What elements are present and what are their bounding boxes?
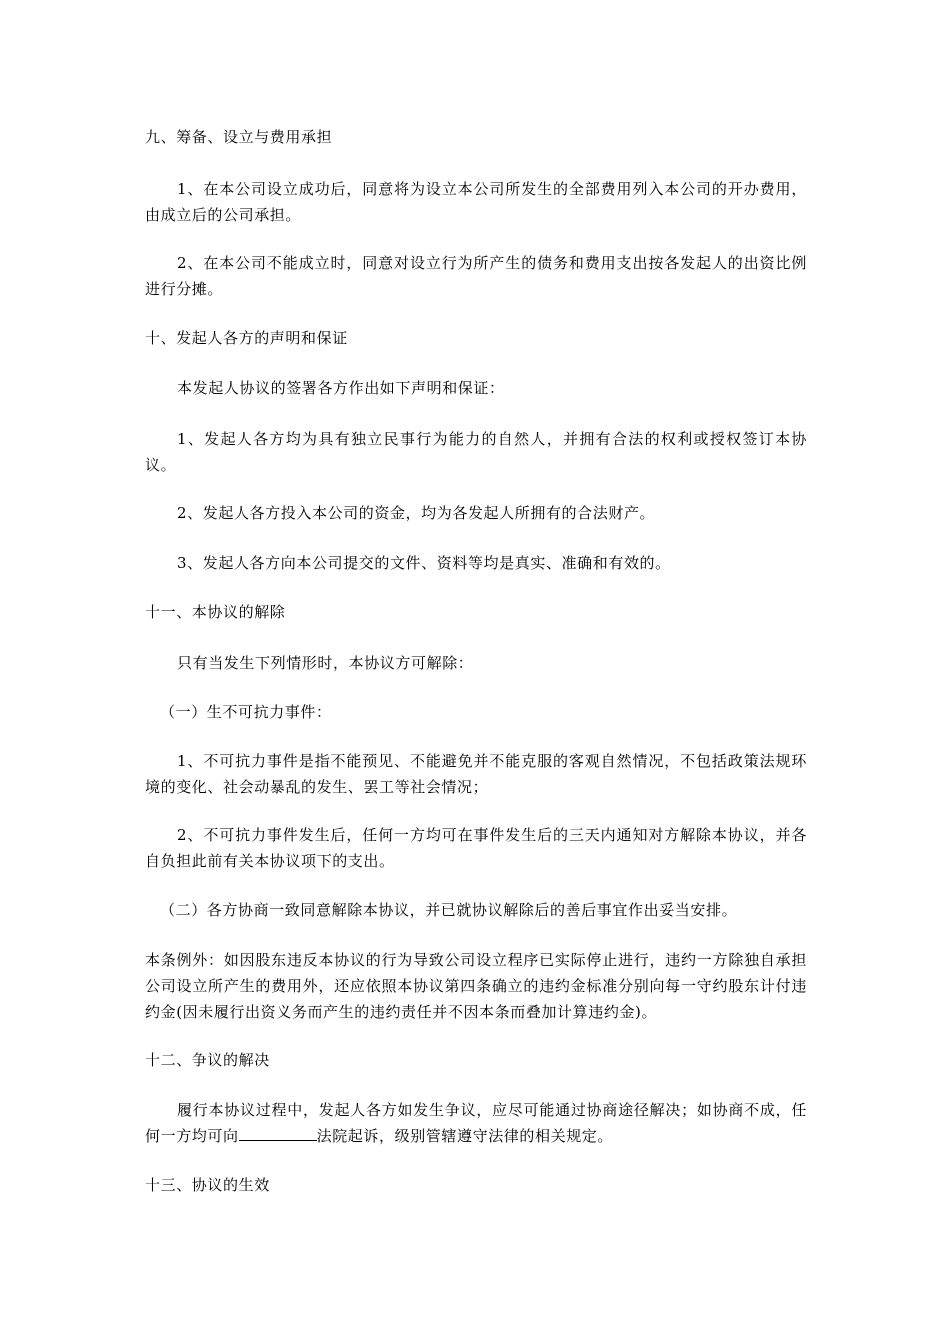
section-11-paragraph-1: 1、不可抗力事件是指不能预见、不能避免并不能克服的客观自然情况，不包括政策法规环境的变化、社会动暴乱的发生、罢工等社会情况；: [145, 752, 807, 796]
section-12-heading: 十二、争议的解决: [145, 1051, 270, 1069]
section-11-subitem-1: （一）生不可抗力事件：: [160, 703, 332, 721]
section-12-paragraph-1: [145, 1097, 807, 1149]
section-10-intro: 本发起人协议的签署各方作出如下声明和保证：: [177, 379, 505, 397]
section-11-exception: 本条例外：如因股东违反本协议的行为导致公司设立程序已实际停止进行，违约一方除独自承担公司设立所产生的费用外，还应依照本协议第四条确立的违约金标准分别向每一守约股东计付违约金(因未履行出资义务而产生的违约责任并不因本条而叠加计算违约金)。: [145, 951, 807, 1021]
section-12-text-before-blank: 履行本协议过程中，发起人各方如发生争议，应尽可能通过协商途径解决；如协商不成，任何一方均可向: [145, 1101, 807, 1145]
section-10-paragraph-2: 2、发起人各方投入本公司的资金，均为各发起人所拥有的合法财产。: [177, 504, 656, 522]
section-9-paragraph-1: 1、在本公司设立成功后，同意将为设立本公司所发生的全部费用列入本公司的开办费用，由成立后的公司承担。: [145, 180, 807, 224]
section-11-heading: 十一、本协议的解除: [145, 603, 286, 621]
section-11-subitem-2: （二）各方协商一致同意解除本协议，并已就协议解除后的善后事宜作出妥当安排。: [160, 901, 738, 919]
section-10-heading: 十、发起人各方的声明和保证: [145, 329, 348, 347]
section-11-intro: 只有当发生下列情形时，本协议方可解除：: [177, 654, 474, 672]
section-12-text-after-blank: 法院起诉，级别管辖遵守法律的相关规定。: [316, 1127, 614, 1145]
section-13-heading: 十三、协议的生效: [145, 1176, 270, 1194]
section-9-paragraph-2: 2、在本公司不能成立时，同意对设立行为所产生的债务和费用支出按各发起人的出资比例进行分摊。: [145, 254, 807, 298]
section-10-paragraph-3: 3、发起人各方向本公司提交的文件、资料等均是真实、准确和有效的。: [177, 554, 671, 572]
court-name-blank: [239, 1126, 317, 1141]
section-9-heading: 九、筹备、设立与费用承担: [145, 128, 333, 146]
section-10-paragraph-1: 1、发起人各方均为具有独立民事行为能力的自然人，并拥有合法的权利或授权签订本协议。: [145, 430, 807, 474]
section-11-paragraph-2: 2、不可抗力事件发生后，任何一方均可在事件发生后的三天内通知对方解除本协议，并各自负担此前有关本协议项下的支出。: [145, 826, 807, 870]
